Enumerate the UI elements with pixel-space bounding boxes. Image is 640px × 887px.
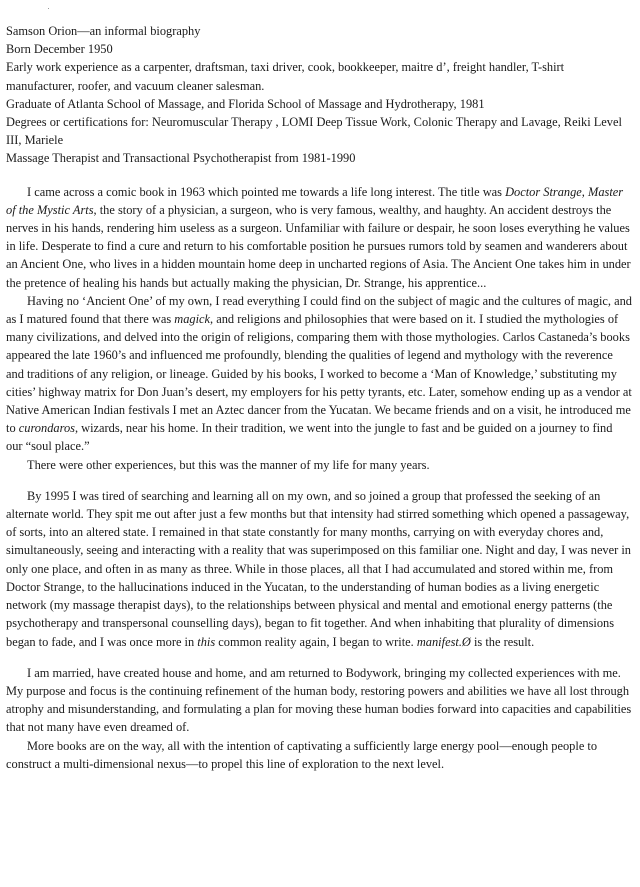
- text-run: is the result.: [470, 634, 535, 649]
- text-run: By 1995 I was tired of searching and learning all on my own, and so joined a group that professed the seeking of an alternate world. They spit me out after just a few months but that intensity had stirred something which opened a passageway, of sorts, into an altered state. I remained in that state constantly for many months, carrying on with everyday chores and, simultaneously, seeing and interacting with a reality that was superimposed on this familiar one. Night and day, I was never in only one place, and often in as many as three. While in those places, all that I had accumulated and stored within me, from Doctor Strange, to the hallucinations induced in the Yucatan, to the understanding of human bodies as a living energetic network (my massage therapist days), to the relationships between physical and mental and emotional energy patterns (the psychotherapy and transpersonal counselling days), began to fit together. And when inhabiting that plurality of dimensions began to fade, and I was once more in: [6, 488, 631, 649]
- book-title: manifest.Ø: [416, 634, 471, 649]
- bio-birth: Born December 1950: [6, 42, 113, 57]
- text-run: Having no ‘Ancient One’ of my own, I read everything I could find on the subject of magic and the cultures of magic, and as I matured found that there was: [6, 293, 633, 327]
- text-run: , wizards, near his home. In their tradition, we went into the jungle to fast and be guided on a journey to find our “soul place.”: [6, 421, 613, 454]
- text-run: , the story of a physician, a surgeon, who is very famous, wealthy, and haughty. An accident destroys the nerves in his hands, rendering him useless as a surgeon. Unfamiliar with failure or despair, he soon loses everything he values in life. Desperate to find a cure and return to his comfortable position he pursues rumors told by seamen and wanderers about an Ancient One, who lives in a hidden mountain home deep in uncharted regions of Asia. The Ancient One takes him in under the pretence of healing his hands but actually making the physician, Dr. Strange, his apprentice...: [6, 202, 631, 290]
- bio-education: Graduate of Atlanta School of Massage, and Florida School of Massage and Hydrotherapy, 1981: [6, 96, 485, 111]
- paragraph: I am married, have created house and home, and am returned to Bodywork, bringing my collected experiences with me. My purpose and focus is the continuing refinement of the human body, restoring powers and abilities we have all lost through atrophy and misunderstanding, and formulating a plan for moving these human bodies forward into capacities and capabilities that not many have even dreamed of.: [6, 665, 632, 735]
- emphasis-this: this: [197, 634, 216, 649]
- emphasis-curondaros: curondaros: [18, 421, 75, 436]
- section-early-life: [6, 183, 632, 474]
- paragraph: [6, 292, 632, 456]
- emphasis-magick: magick: [174, 312, 211, 327]
- text-run: common reality again, I began to write.: [215, 634, 417, 649]
- paragraph: There were other experiences, but this was the manner of my life for many years.: [27, 457, 430, 472]
- text-run: , and religions and philosophies that were based on it. I studied the mythologies of many civilizations, and delved into the origin of religions, comparing them with those mythologies. Carlos Castaneda’s books appeared the late 1960’s and influenced me profoundly, blending the qualities of legend and mythology with the reverence and traditions of any religion, or lineage. Guided by his books, I worked to become a ‘Man of Knowledge,’ substituting my cities’ highway matrix for Don Juan’s desert, my employers for his petty tyrants, etc. Later, somehow ending up as a vendor at Native American Indian festivals I met an Aztec dancer from the Yucatan. We became friends and on a visit, he introduced me to: [6, 312, 632, 436]
- paragraph: [6, 487, 632, 651]
- text-run: I came across a comic book in 1963 which pointed me towards a life long interest. The title was: [27, 184, 506, 199]
- bio-certifications: Degrees or certifications for: Neuromuscular Therapy , LOMI Deep Tissue Work, Colonic Therapy and Lavage, Reiki Level III, Mariele: [6, 115, 622, 148]
- paragraph: More books are on the way, all with the intention of captivating a sufficiently large energy pool—enough people to construct a multi-dimensional nexus—to propel this line of exploration to the next level.: [6, 738, 598, 771]
- section-present: [6, 664, 632, 773]
- scan-speck: [48, 8, 49, 9]
- section-altered-state: [6, 487, 632, 651]
- comic-title: Doctor Strange, Master of the Mystic Arts: [6, 184, 624, 217]
- document-page: [6, 22, 632, 773]
- paragraph: [6, 183, 632, 292]
- bio-title: Samson Orion—an informal biography: [6, 24, 201, 38]
- bio-work-experience: Early work experience as a carpenter, draftsman, taxi driver, cook, bookkeeper, maitre d’, freight handler, T-shirt manufacturer, roofer, and vacuum cleaner salesman.: [6, 60, 565, 93]
- bio-header: [6, 22, 632, 168]
- bio-profession: Massage Therapist and Transactional Psychotherapist from 1981-1990: [6, 151, 356, 166]
